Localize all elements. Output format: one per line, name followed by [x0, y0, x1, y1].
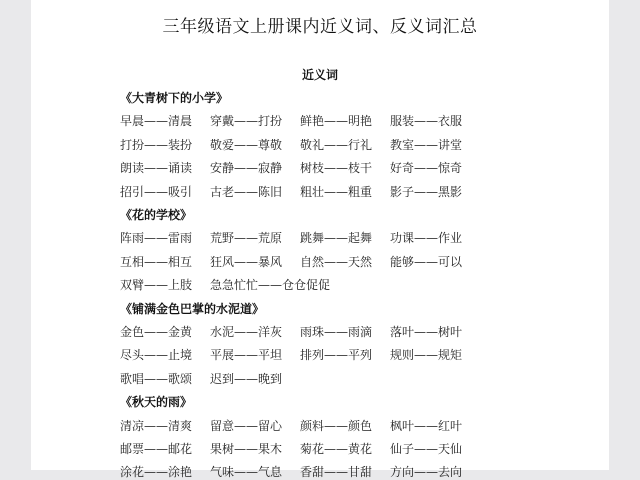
- word-pair: 落叶——树叶: [390, 325, 463, 339]
- word-pair: 鲜艳——明艳: [300, 114, 373, 129]
- word-pair: 气味——气息: [210, 465, 283, 480]
- word-pair: 枫叶——红叶: [390, 418, 463, 433]
- word-pair: 香甜——甘甜: [300, 465, 373, 480]
- word-pair: 尽头——止境: [120, 348, 193, 363]
- word-pair: 方向——去向: [390, 465, 463, 480]
- word-pair: 好奇——惊奇: [390, 161, 463, 176]
- word-pair: 清凉——清爽: [120, 418, 193, 433]
- word-pair: 双臂——上肢: [120, 278, 193, 293]
- word-pair: 教室——讲堂: [390, 137, 463, 152]
- word-pair: 阵雨——雷雨: [120, 231, 193, 246]
- word-pair: 荒野——荒原: [210, 231, 283, 246]
- word-pair: 平展——平坦: [210, 348, 283, 363]
- word-pair: 树枝——枝干: [300, 161, 373, 176]
- word-pair: 能够——可以: [390, 254, 463, 269]
- word-pair: 留意——留心: [210, 418, 283, 433]
- word-pair: 果树——果木: [210, 442, 283, 456]
- word-pair: 金色——金黄: [120, 325, 193, 339]
- word-pair: 打扮——装扮: [120, 137, 193, 152]
- word-pair: 跳舞——起舞: [300, 231, 373, 246]
- word-pair: 菊花——黄花: [300, 442, 373, 456]
- word-pair: 歌唱——歌颂: [120, 371, 193, 386]
- word-pair: 规则——规矩: [390, 348, 463, 363]
- word-pair: 招引——吸引: [120, 184, 193, 199]
- word-pair: 朗读——诵读: [120, 161, 193, 176]
- lesson-heading: 《花的学校》: [120, 208, 193, 222]
- lesson-heading: 《大青树下的小学》: [120, 91, 229, 105]
- word-pair: 早晨——清晨: [120, 114, 193, 129]
- word-pair: 功课——作业: [390, 231, 463, 246]
- word-pair: 邮票——邮花: [120, 442, 193, 456]
- word-pair: 安静——寂静: [210, 161, 283, 176]
- lesson-heading: 《铺满金色巴掌的水泥道》: [120, 301, 265, 316]
- word-pair: 敬爱——尊敬: [210, 137, 283, 152]
- word-pair: 迟到——晚到: [210, 371, 283, 386]
- word-pair: 水泥——洋灰: [210, 325, 283, 339]
- word-pair: 急急忙忙——仓仓促促: [210, 278, 331, 293]
- word-pair: 雨珠——雨滴: [300, 325, 373, 339]
- section-subtitle: 近义词: [301, 68, 338, 82]
- word-pair: 颜料——颜色: [300, 418, 373, 433]
- word-pair: 排列——平列: [300, 348, 373, 363]
- word-pair: 互相——相互: [120, 254, 193, 269]
- document-title: 三年级语文上册课内近义词、反义词汇总: [162, 17, 478, 37]
- word-pair: 服装——衣服: [390, 114, 463, 129]
- word-pair: 自然——天然: [300, 254, 373, 269]
- document-page: [31, 0, 609, 480]
- word-pair: 穿戴——打扮: [210, 114, 283, 129]
- word-pair: 粗壮——粗重: [300, 184, 373, 199]
- word-pair: 敬礼——行礼: [300, 137, 373, 152]
- word-pair: 涂花——涂艳: [120, 465, 193, 480]
- word-pair: 影子——黑影: [390, 184, 463, 199]
- word-pair: 狂风——暴风: [210, 254, 283, 269]
- lesson-heading: 《秋天的雨》: [120, 395, 193, 410]
- word-pair: 古老——陈旧: [210, 184, 283, 199]
- word-pair: 仙子——天仙: [390, 442, 463, 456]
